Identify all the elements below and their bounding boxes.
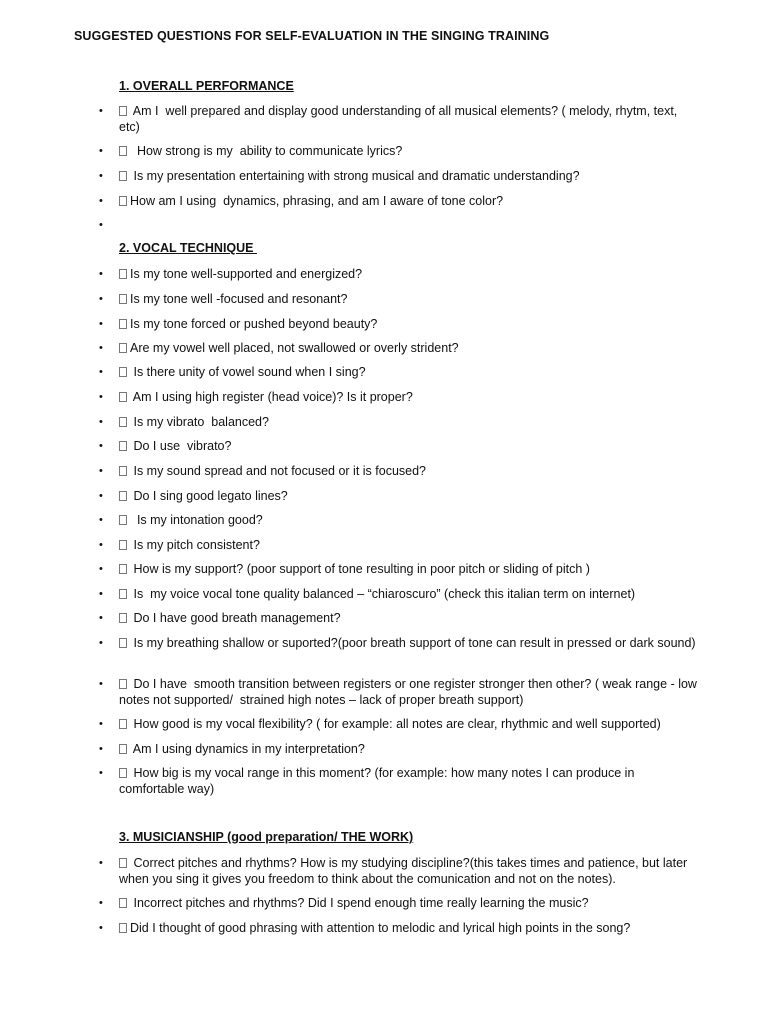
question-text: How good is my vocal flexibility? ( for example: all notes are clear, rhythmic and well supported) <box>130 717 661 731</box>
bullet-icon: • <box>99 743 103 755</box>
bullet-icon: • <box>99 514 103 526</box>
question-item <box>0 895 699 911</box>
question-item <box>0 463 699 479</box>
bullet-icon: • <box>99 195 103 207</box>
question-text: Is my tone well-supported and energized? <box>130 267 363 281</box>
question-text: Is my intonation good? <box>130 513 263 527</box>
missing-glyph-icon <box>119 564 127 574</box>
missing-glyph-icon <box>119 858 127 868</box>
question-item <box>0 716 699 732</box>
question-text: Correct pitches and rhythms? How is my studying discipline?(this takes times and patience, but later when you sing it gives you freedom to think about the comunication and not on the notes). <box>119 856 691 886</box>
bullet-icon: • <box>99 105 103 117</box>
question-text: Did I thought of good phrasing with attention to melodic and lyrical high points in the song? <box>130 921 631 935</box>
question-text: Is my pitch consistent? <box>130 538 260 552</box>
question-text: Do I have smooth transition between registers or one register stronger then other? ( weak range - low notes not supported/ strained high notes – lack of proper breath support) <box>119 677 701 707</box>
section-heading: 2. VOCAL TECHNIQUE <box>119 241 257 255</box>
question-item <box>0 610 699 626</box>
question-text: Is my breathing shallow or suported?(poor breath support of tone can result in pressed or dark sound) <box>130 636 696 650</box>
bullet-icon: • <box>99 268 103 280</box>
missing-glyph-icon <box>119 106 127 116</box>
bullet-icon: • <box>99 857 103 869</box>
missing-glyph-icon <box>119 417 127 427</box>
bullet-icon: • <box>99 588 103 600</box>
missing-glyph-icon <box>119 540 127 550</box>
missing-glyph-icon <box>119 367 127 377</box>
bullet-icon: • <box>99 293 103 305</box>
question-text: Am I using high register (head voice)? Is it proper? <box>130 390 413 404</box>
missing-glyph-icon <box>119 898 127 908</box>
bullet-icon: • <box>99 718 103 730</box>
question-text: Is my tone well -focused and resonant? <box>130 292 348 306</box>
question-text: Do I use vibrato? <box>130 439 232 453</box>
bullet-icon: • <box>99 342 103 354</box>
question-text: Is there unity of vowel sound when I sing? <box>130 365 366 379</box>
missing-glyph-icon <box>119 171 127 181</box>
question-text: Are my vowel well placed, not swallowed or overly strident? <box>130 341 459 355</box>
bullet-icon: • <box>99 678 103 690</box>
question-text: How is my support? (poor support of tone resulting in poor pitch or sliding of pitch ) <box>130 562 590 576</box>
question-item <box>0 103 699 135</box>
question-item <box>0 193 699 209</box>
question-item <box>0 765 699 797</box>
question-text: How am I using dynamics, phrasing, and am I aware of tone color? <box>130 194 504 208</box>
question-item <box>0 316 699 332</box>
question-text: Is my presentation entertaining with strong musical and dramatic understanding? <box>130 169 580 183</box>
bullet-icon: • <box>99 391 103 403</box>
missing-glyph-icon <box>119 768 127 778</box>
section-heading: 1. OVERALL PERFORMANCE <box>119 79 294 93</box>
question-item <box>0 920 699 936</box>
missing-glyph-icon <box>119 343 127 353</box>
missing-glyph-icon <box>119 491 127 501</box>
bullet-icon: • <box>99 637 103 649</box>
document-title: SUGGESTED QUESTIONS FOR SELF-EVALUATION IN THE SINGING TRAINING <box>74 29 550 43</box>
question-text: Do I have good breath management? <box>130 611 341 625</box>
question-text: How big is my vocal range in this moment? (for example: how many notes I can produce in comfortable way) <box>119 766 638 796</box>
bullet-icon: • <box>99 145 103 157</box>
missing-glyph-icon <box>119 294 127 304</box>
question-item <box>0 561 699 577</box>
bullet-icon: • <box>99 170 103 182</box>
bullet-icon: • <box>99 539 103 551</box>
bullet-icon: • <box>99 563 103 575</box>
question-item <box>0 855 699 887</box>
question-item <box>0 488 699 504</box>
question-text: How strong is my ability to communicate lyrics? <box>130 144 403 158</box>
question-text: Is my sound spread and not focused or it is focused? <box>130 464 427 478</box>
question-text: Is my tone forced or pushed beyond beauty? <box>130 317 378 331</box>
missing-glyph-icon <box>119 923 127 933</box>
question-item <box>0 364 699 380</box>
question-item <box>0 438 699 454</box>
missing-glyph-icon <box>119 515 127 525</box>
section-heading: 3. MUSICIANSHIP (good preparation/ THE WORK) <box>119 830 414 844</box>
question-text: Am I using dynamics in my interpretation? <box>130 742 365 756</box>
question-item <box>0 168 699 184</box>
missing-glyph-icon <box>119 269 127 279</box>
bullet-icon: • <box>99 318 103 330</box>
question-text: Incorrect pitches and rhythms? Did I spend enough time really learning the music? <box>130 896 589 910</box>
bullet-icon: • <box>99 465 103 477</box>
bullet-icon: • <box>99 612 103 624</box>
question-item <box>0 537 699 553</box>
question-item <box>0 340 699 356</box>
question-item <box>0 266 699 282</box>
question-item <box>0 635 699 651</box>
question-text: Am I well prepared and display good understanding of all musical elements? ( melody, rhytm, text, etc) <box>119 104 681 134</box>
missing-glyph-icon <box>119 146 127 156</box>
question-item <box>0 741 699 757</box>
bullet-icon: • <box>99 416 103 428</box>
question-item <box>0 291 699 307</box>
question-text: Do I sing good legato lines? <box>130 489 288 503</box>
question-item <box>0 586 699 602</box>
question-item <box>0 414 699 430</box>
bullet-icon: • <box>99 490 103 502</box>
missing-glyph-icon <box>119 613 127 623</box>
question-item <box>0 143 699 159</box>
question-text: Is my vibrato balanced? <box>130 415 269 429</box>
bullet-icon: • <box>99 922 103 934</box>
question-item <box>0 512 699 528</box>
missing-glyph-icon <box>119 589 127 599</box>
bullet-icon: • <box>99 366 103 378</box>
missing-glyph-icon <box>119 196 127 206</box>
bullet-icon: • <box>99 440 103 452</box>
bullet-icon: • <box>99 219 103 231</box>
question-item <box>0 389 699 405</box>
question-text: Is my voice vocal tone quality balanced – “chiaroscuro” (check this italian term on internet) <box>130 587 636 601</box>
question-item <box>0 676 699 708</box>
missing-glyph-icon <box>119 719 127 729</box>
missing-glyph-icon <box>119 679 127 689</box>
missing-glyph-icon <box>119 441 127 451</box>
bullet-icon: • <box>99 897 103 909</box>
missing-glyph-icon <box>119 638 127 648</box>
missing-glyph-icon <box>119 392 127 402</box>
missing-glyph-icon <box>119 466 127 476</box>
missing-glyph-icon <box>119 744 127 754</box>
bullet-icon: • <box>99 767 103 779</box>
missing-glyph-icon <box>119 319 127 329</box>
